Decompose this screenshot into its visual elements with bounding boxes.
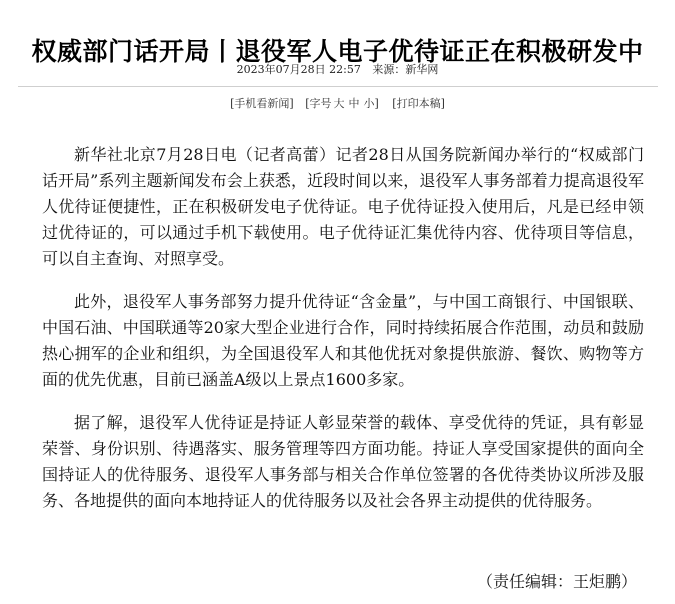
article-body — [42, 142, 644, 531]
font-size-control — [305, 97, 381, 110]
article-toolbar — [0, 97, 675, 111]
article-meta — [0, 63, 675, 77]
article-paragraph-3: 据了解，退役军人优待证是持证人彰显荣誉的载体、享受优待的凭证，具有彰显荣誉、身份识别、待遇落实、服务管理等四方面功能。持证人享受国家提供的面向全国持证人的优待服务、退役军人事务部与相关合作单位签署的各优待类协议所涉及服务、各地提供的面向本地持证人的优待服务以及社会各界主动提供的优待服务。 — [42, 413, 644, 510]
article-paragraph-1: 新华社北京7月28日电（记者高蕾）记者28日从国务院新闻办举行的“权威部门话开局”系列主题新闻发布会上获悉，近段时间以来，退役军人事务部着力提高退役军人优待证便捷性，正在积极研发电子优待证。电子优待证投入使用后，凡是已经申领过优待证的，可以通过手机下载使用。电子优待证汇集优待内容、优待项目等信息，可以自主查询、对照享受。 — [42, 145, 644, 268]
responsible-editor: （责任编辑：王炬鹏） — [476, 572, 637, 591]
article-title: 权威部门话开局丨退役军人电子优待证正在积极研发中 — [31, 36, 644, 66]
font-size-medium-link[interactable]: 中 — [348, 97, 360, 110]
publish-datetime: 2023年07月28日 22:57 — [236, 63, 361, 76]
header-divider — [18, 86, 658, 87]
print-link[interactable]: [打印本稿] — [392, 97, 445, 110]
article-paragraph-2: 此外，退役军人事务部努力提升优待证“含金量”，与中国工商银行、中国银联、中国石油、中国联通等20家大型企业进行合作，同时持续拓展合作范围，动员和鼓励热心拥军的企业和组织，为全国退役军人和其他优抚对象提供旅游、餐饮、购物等方面的优先优惠，目前已涵盖A级以上景点1600多家。 — [42, 292, 644, 389]
font-size-small-link[interactable]: 小] — [363, 97, 379, 110]
font-size-large-link[interactable]: 大 — [333, 97, 345, 110]
source-label: 来源：新华网 — [372, 63, 439, 76]
mobile-view-link[interactable]: [手机看新闻] — [230, 97, 294, 110]
font-size-prefix: [字号 — [305, 97, 332, 110]
